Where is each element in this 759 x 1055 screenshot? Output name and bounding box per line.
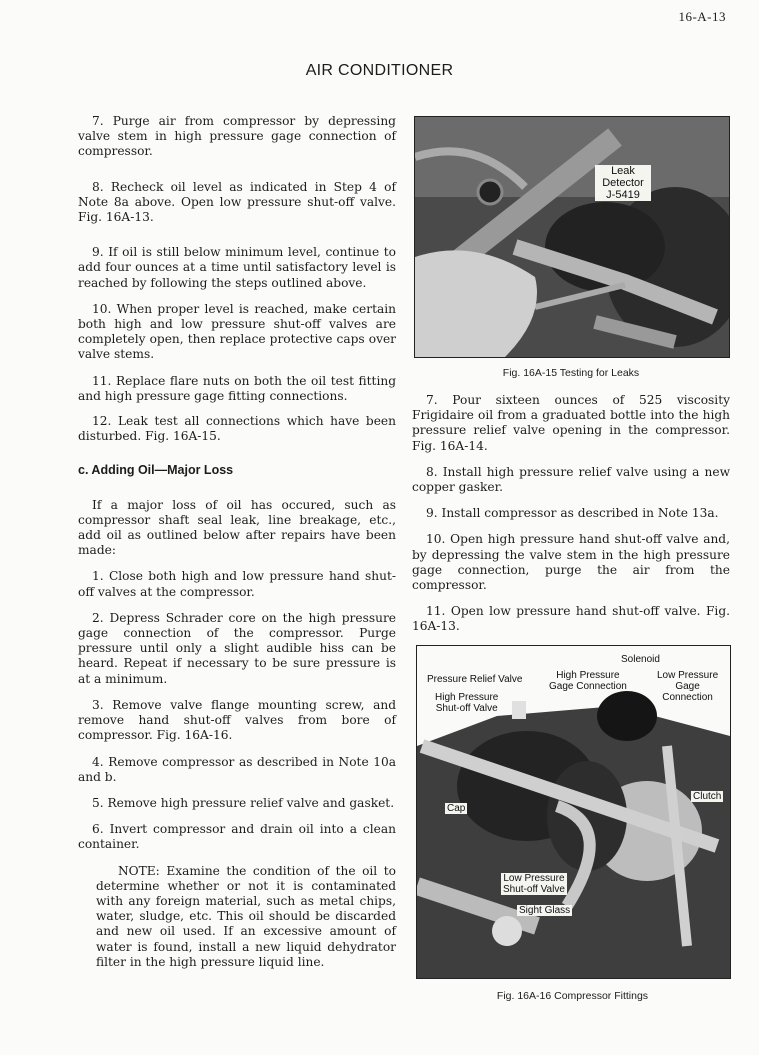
step: 10. Open high pressure hand shut-off valve and, by depressing the valve stem in the high pressure gage connection, purge the air from the compressor. [412,532,730,593]
label-cap: Cap [447,803,466,814]
label-high-pressure-shutoff-valve: High Pressure Shut-off Valve [435,692,499,714]
figure-16a-15-caption: Fig. 16A-15 Testing for Leaks [502,367,640,379]
label-solenoid: Solenoid [621,654,660,665]
figure-16a-16-photo [416,645,731,979]
section-heading: c. Adding Oil—Major Loss [78,463,234,478]
paragraph: 10. When proper level is reached, make certain both high and low pressure shut-off valves are completely open, then replace protective caps over valve stems. [78,301,396,362]
step: 2. Depress Schrader core on the high pressure gage connection of the compressor. Purge pressure until only a slight audible hiss can be heard. Repeat if necessary to be sure pressure is at a minimum. [78,610,396,686]
paragraph: 12. Leak test all connections which have been disturbed. Fig. 16A-15. [78,414,396,444]
paragraph: 8. Recheck oil level as indicated in Step 4 of Note 8a above. Open low pressure shut-off valve. Fig. 16A-13. [78,179,396,225]
left-column [78,114,396,970]
step: 4. Remove compressor as described in Note 10a and b. [78,754,396,784]
step: 8. Install high pressure relief valve using a new copper gasker. [412,464,730,495]
leak-detector-photo-icon [415,117,729,357]
page-number: 16-A-13 [678,9,726,24]
paragraph: 11. Replace flare nuts on both the oil test fitting and high pressure gage fitting connections. [78,373,396,403]
label-low-pressure-gage-connection: Low Pressure Gage Connection [657,670,719,703]
step: 9. Install compressor as described in Note 13a. [426,506,719,521]
figure-16a-16-caption: Fig. 16A-16 Compressor Fittings [496,990,649,1002]
label-clutch: Clutch [693,791,722,802]
note: NOTE: Examine the condition of the oil to determine whether or not it is contaminated with any foreign material, such as metal chips, water, sludge, etc. This oil should be discarded and new oil used. If an excessive amount of water is found, install a new liquid dehydrator filter in the high pressure liquid line. [96,863,396,969]
step: 6. Invert compressor and drain oil into a clean container. [78,822,396,852]
paragraph: 9. If oil is still below minimum level, continue to add four ounces at a time until satisfactory level is reached by following the steps outlined above. [78,245,396,290]
step: 3. Remove valve flange mounting screw, and remove hand shut-off valves from bore of compressor. Fig. 16A-16. [78,697,396,743]
paragraph: 7. Purge air from compressor by depressing valve stem in high pressure gage connection of compressor. [78,114,396,159]
step: 1. Close both high and low pressure hand shut-off valves at the compressor. [78,569,396,599]
figure-16a-15-photo [414,116,730,358]
step: 11. Open low pressure hand shut-off valve. Fig. 16A-13. [412,604,730,634]
label-sight-glass: Sight Glass [519,905,571,916]
label-low-pressure-shutoff-valve: Low Pressure Shut-off Valve [503,873,565,895]
label-high-pressure-gage-connection: High Pressure Gage Connection [549,670,627,692]
right-column [412,393,730,635]
step: 7. Pour sixteen ounces of 525 viscosity Frigidaire oil from a graduated bottle into the high pressure relief valve opening in the compressor. Fig. 16A-14. [412,393,730,453]
page-title: AIR CONDITIONER [305,61,454,79]
section-intro: If a major loss of oil has occured, such as compressor shaft seal leak, line breakage, etc., add oil as outlined below after repairs have been made: [78,497,396,558]
label-pressure-relief-valve: Pressure Relief Valve [427,674,523,685]
step: 5. Remove high pressure relief valve and gasket. [92,795,395,810]
figure-label-leak-detector: Leak Detector J-5419 [595,165,651,201]
